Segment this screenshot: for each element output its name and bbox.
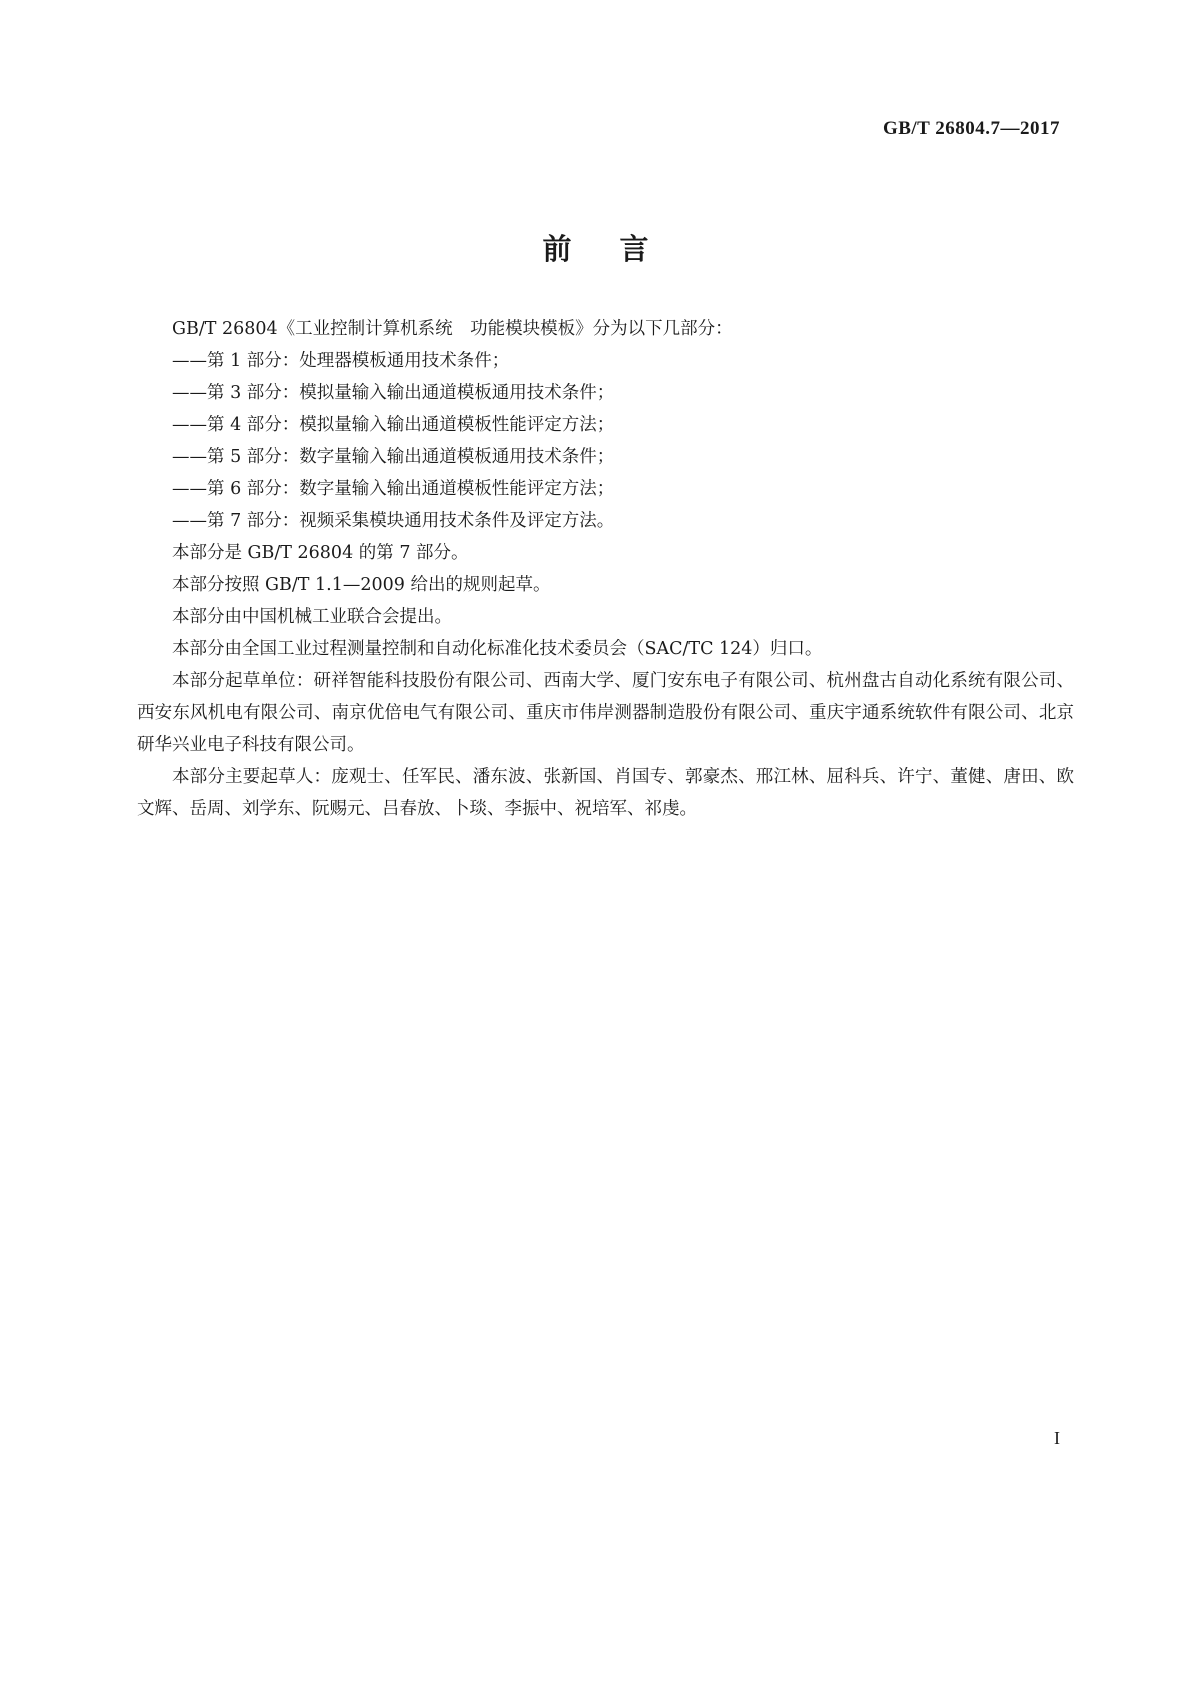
drafters-paragraph: 本部分主要起草人：庞观士、任军民、潘东波、张新国、肖国专、郭豪杰、邢江林、屈科兵、许宁、董健、唐田、欧文辉、岳周、刘学东、阮赐元、吕春放、卜琰、李振中、祝培军、祁虔。: [137, 767, 1074, 819]
standard-number: GB/T 26804.7—2017: [882, 118, 1060, 139]
part-list-item: ——第 7 部分：视频采集模块通用技术条件及评定方法。: [172, 511, 615, 531]
part-statement-paragraph: 本部分是 GB/T 26804 的第 7 部分。: [172, 543, 469, 563]
part-list-item: ——第 4 部分：模拟量输入输出通道模板性能评定方法；: [172, 415, 615, 435]
page-title: 前言: [542, 232, 697, 267]
foreword-body: [137, 313, 1074, 825]
committee-paragraph: 本部分由全国工业过程测量控制和自动化标准化技术委员会（SAC/TC 124）归口。: [172, 639, 823, 659]
part-list-item: ——第 3 部分：模拟量输入输出通道模板通用技术条件；: [172, 383, 615, 403]
drafting-units-paragraph: 本部分起草单位：研祥智能科技股份有限公司、西南大学、厦门安东电子有限公司、杭州盘古自动化系统有限公司、西安东风机电有限公司、南京优倍电气有限公司、重庆市伟岸测器制造股份有限公司、重庆宇通系统软件有限公司、北京研华兴业电子科技有限公司。: [137, 671, 1074, 755]
intro-paragraph: GB/T 26804《工业控制计算机系统 功能模块模板》分为以下几部分：: [172, 319, 733, 339]
page-number: I: [1054, 1428, 1060, 1448]
part-list-item: ——第 1 部分：处理器模板通用技术条件；: [172, 351, 510, 371]
part-list-item: ——第 5 部分：数字量输入输出通道模板通用技术条件；: [172, 447, 615, 467]
part-list-item: ——第 6 部分：数字量输入输出通道模板性能评定方法；: [172, 479, 615, 499]
drafting-rules-paragraph: 本部分按照 GB/T 1.1—2009 给出的规则起草。: [172, 575, 551, 595]
proposer-paragraph: 本部分由中国机械工业联合会提出。: [172, 607, 452, 627]
